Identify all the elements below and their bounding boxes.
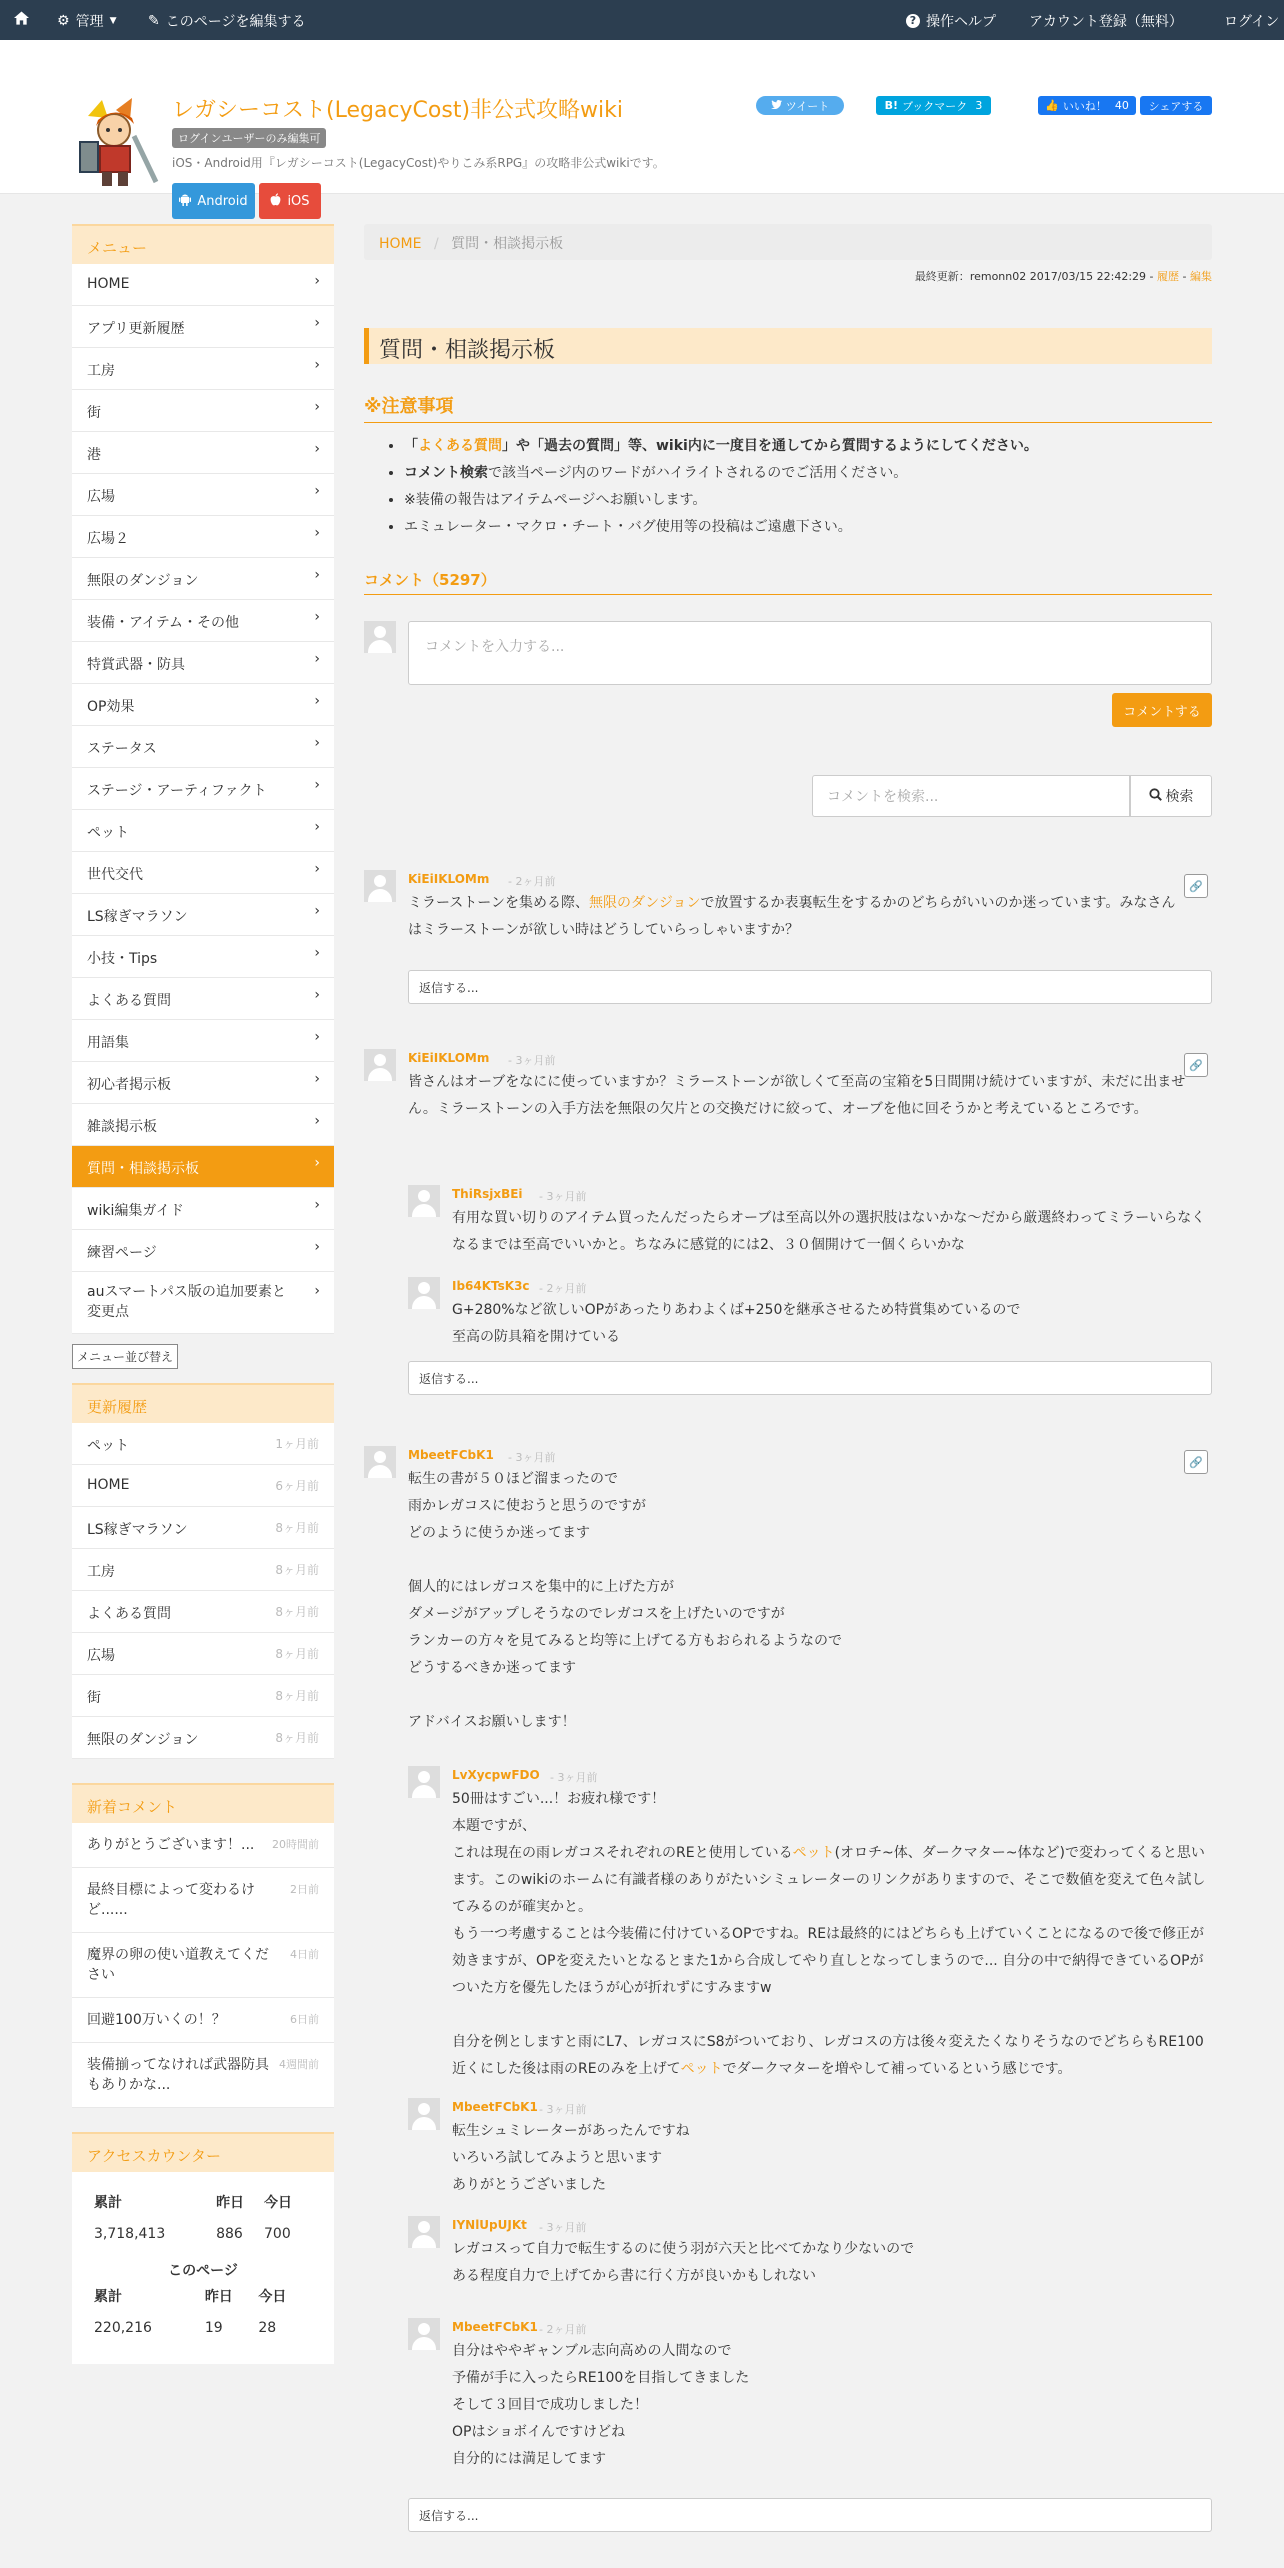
comment-text: ミラーストーンを集める際、無限のダンジョンで放置するか表裏転生をするかのどちらがいいのか迷っています。みなさんはミラーストーンが欲しい時はどうしていらっしゃいますか？ — [408, 895, 1176, 938]
chevron-right-icon: › — [314, 525, 320, 541]
counter-yesterday: 886 — [216, 2226, 243, 2242]
counter-page-title: このページ — [168, 2263, 238, 2279]
permalink-icon[interactable]: 🔗 — [1184, 874, 1208, 898]
update-item[interactable]: 広場 8ヶ月前 — [72, 1633, 334, 1675]
edit-page-link[interactable]: ✎ このページを編集する — [148, 13, 306, 30]
chevron-right-icon: › — [314, 1029, 320, 1045]
android-icon — [179, 193, 191, 210]
sidebar-item[interactable]: 初心者掲示板 › — [72, 1062, 334, 1104]
permalink-icon[interactable]: 🔗 — [1184, 1450, 1208, 1474]
sidebar-item[interactable]: 小技・Tips › — [72, 936, 334, 978]
android-button[interactable]: Android — [172, 183, 255, 219]
edit-permission-badge: ログインユーザーのみ編集可 — [172, 128, 326, 148]
chevron-right-icon: › — [314, 567, 320, 583]
update-item[interactable]: 工房 8ヶ月前 — [72, 1549, 334, 1591]
chevron-right-icon: › — [314, 735, 320, 751]
tweet-button[interactable]: ツイート — [756, 96, 844, 115]
chevron-right-icon: › — [314, 819, 320, 835]
reply-text: 50冊はすごい...！お疲れ様です！ 本題ですが、 これは現在の雨レガコスそれぞれのREと使用しているペット(オロチ~体、ダークマター~体など)で変わってくると思います。このwikiのホームに有識者様のありがたいシミュレーターのリンクがありますので、そこで数値を変えて色々試してみるのが確実かと。 もう一つ考慮することは今装備に付けているOPですね。REは最終的にはどちらも上げていくことになるので後で修正が効きますが、OPを変えたいとなるとまた1から合成してやり直しとなってしまうので... 自分の中で納得できているOPがついた方を優先したほうが心が折れずにすみますw 自分を例としますと雨にL7、レガコスにS8がついており、レガコスの方は後々変えたくなりそうなのでどちらもRE100近くにした後は雨のREのみを上げてペットでダークマターを増やして補っているという感じです。 — [452, 1791, 1206, 2077]
reply-time: - 3ヶ月前 — [539, 2221, 587, 2234]
comment-form — [364, 621, 1212, 805]
register-link[interactable]: アカウント登録（無料） — [1029, 14, 1183, 30]
inline-link[interactable]: ペット — [680, 2061, 723, 2077]
counter-total-label: 累計 — [94, 2195, 122, 2211]
chevron-right-icon: › — [314, 945, 320, 961]
question-circle-icon: ? — [906, 14, 920, 28]
sidebar-item[interactable]: アプリ更新履歴 › — [72, 306, 334, 348]
chevron-right-icon: › — [314, 1283, 320, 1299]
sidebar — [72, 224, 334, 2364]
update-item[interactable]: ペット 1ヶ月前 — [72, 1423, 334, 1465]
chevron-right-icon: › — [314, 903, 320, 919]
counter-today: 700 — [264, 2226, 291, 2242]
sidebar-item[interactable]: 工房 › — [72, 348, 334, 390]
chevron-right-icon: › — [314, 693, 320, 709]
reply-input[interactable]: 返信する... — [408, 2498, 1212, 2532]
sidebar-item[interactable]: 無限のダンジョン › — [72, 558, 334, 600]
sidebar-item[interactable]: ステータス › — [72, 726, 334, 768]
note-item: • 「よくある質問」や「過去の質問」等、wiki内に一度目を通してから質問するようにしてください。 — [404, 433, 1212, 460]
reply-text: レガコスって自力で転生するのに使う羽が六天と比べてかなり少ないので ある程度自力で上げてから書に行く方が良いかもしれない — [452, 2241, 915, 2284]
sidebar-item[interactable]: auスマートパス版の追加要素と変更点 › — [72, 1272, 334, 1334]
caret-down-icon: ▼ — [109, 16, 117, 26]
facebook-like-button[interactable]: 👍 いいね！ 40 — [1038, 96, 1136, 115]
page-counter-today-label: 今日 — [258, 2289, 287, 2305]
updates-panel-title: 更新履歴 — [72, 1383, 334, 1423]
sidebar-item[interactable]: 街 › — [72, 390, 334, 432]
reply-username[interactable]: MbeetFCbK1 — [452, 2100, 538, 2114]
update-item[interactable]: 街 8ヶ月前 — [72, 1675, 334, 1717]
new-comment-time: 4週間前 — [279, 2058, 319, 2071]
update-item[interactable]: LS稼ぎマラソン 8ヶ月前 — [72, 1507, 334, 1549]
page-title: 質問・相談掲示板 — [364, 328, 1212, 364]
new-comment-item[interactable]: 魔界の卵の使い道教えてください 4日前 — [72, 1933, 334, 1998]
comment-time: - 3ヶ月前 — [508, 1451, 556, 1464]
reply-text: G+280%など欲しいOPがあったりあわよくば+250を継承させるため特賞集めているので 至高の防具箱を開けている — [452, 1302, 1021, 1345]
faq-link[interactable]: よくある質問 — [418, 438, 502, 454]
page-counter-yesterday: 19 — [204, 2320, 223, 2336]
permalink-icon[interactable]: 🔗 — [1184, 1053, 1208, 1077]
help-link[interactable]: ? 操作ヘルプ — [906, 11, 996, 31]
update-time: 8ヶ月前 — [275, 1647, 319, 1661]
chevron-right-icon: › — [314, 1071, 320, 1087]
new-comment-item[interactable]: ありがとうございます！... 20時間前 — [72, 1823, 334, 1868]
chevron-right-icon: › — [314, 609, 320, 625]
comment-username[interactable]: KiEiIKLOMm — [408, 1051, 490, 1065]
update-time: 8ヶ月前 — [275, 1689, 319, 1703]
note-item: • コメント検索で該当ページ内のワードがハイライトされるのでご活用ください。 — [404, 460, 1212, 487]
manage-menu[interactable]: ⚙ 管理 ▼ — [57, 13, 117, 30]
avatar — [364, 1446, 396, 1478]
inline-link[interactable]: 無限のダンジョン — [589, 895, 701, 911]
chevron-right-icon: › — [314, 483, 320, 499]
login-link[interactable]: ログイン — [1224, 14, 1280, 30]
sidebar-item[interactable]: HOME › — [72, 264, 334, 306]
page-counter-total-label: 累計 — [94, 2289, 122, 2305]
reply-username[interactable]: ThiRsjxBEi — [452, 1187, 523, 1201]
comment-submit-button[interactable]: コメントする — [1112, 693, 1212, 727]
access-counter — [72, 2172, 334, 2364]
new-comment-item[interactable]: 装備揃ってなければ武器防具もありかな... 4週間前 — [72, 2043, 334, 2108]
menu-panel-title: メニュー — [72, 224, 334, 264]
chevron-right-icon: › — [314, 273, 320, 289]
comment-search-input[interactable]: コメントを検索... — [812, 775, 1130, 817]
menu-sort-button[interactable]: メニュー並び替え — [72, 1344, 178, 1369]
sidebar-item[interactable]: 広場２ › — [72, 516, 334, 558]
sidebar-item[interactable]: 特賞武器・防具 › — [72, 642, 334, 684]
avatar — [364, 1049, 396, 1081]
site-description: iOS・Android用『レガシーコスト(LegacyCost)やりこみ系RPG』の攻略非公式wikiです。 — [172, 156, 665, 170]
ios-button[interactable]: iOS — [259, 183, 321, 219]
reply-text: 有用な買い切りのアイテム買ったんだったらオーブは至高以外の選択肢はないかな～だから厳選終わってミラーいらなくなるまでは至高でいいかと。ちなみに感覚的には2、３０個開けて一個くらいかな — [452, 1210, 1206, 1253]
chevron-right-icon: › — [314, 777, 320, 793]
chevron-right-icon: › — [314, 441, 320, 457]
comment-username[interactable]: MbeetFCbK1 — [408, 1448, 494, 1462]
twitter-icon — [771, 99, 782, 112]
comment-time: - 2ヶ月前 — [508, 875, 556, 888]
site-logo[interactable] — [72, 96, 160, 188]
note-item: • エミュレーター・マクロ・チート・バグ使用等の投稿はご遠慮下さい。 — [404, 514, 1212, 541]
page-counter-total: 220,216 — [94, 2320, 152, 2336]
history-link[interactable]: 履歴 — [1157, 270, 1180, 283]
avatar — [408, 2216, 440, 2248]
new-comment-time: 20時間前 — [272, 1838, 319, 1851]
comment-time: - 3ヶ月前 — [508, 1054, 556, 1067]
avatar — [408, 2098, 440, 2130]
sidebar-item[interactable]: 練習ページ › — [72, 1230, 334, 1272]
breadcrumb-current: 質問・相談掲示板 — [451, 236, 564, 252]
notes-heading: ※注意事項 — [364, 392, 1212, 423]
update-time: 8ヶ月前 — [275, 1605, 319, 1619]
home-icon[interactable] — [14, 11, 29, 25]
sidebar-menu — [72, 264, 334, 1334]
comment-input[interactable]: コメントを入力する... — [408, 621, 1212, 685]
counter-today-label: 今日 — [264, 2195, 293, 2211]
update-time: 1ヶ月前 — [275, 1437, 319, 1451]
comment-text: 転生の書が５０ほど溜まったので 雨かレガコスに使おうと思うのですが どのように使うか迷ってます 個人的にはレガコスを集中的に上げた方が ダメージがアップしそうなのでレガコスを上げたいのですが ランカーの方々を見てみると均等に上げてる方もおられるようなので どうするべきか迷ってます アドバイスお願いします！ — [408, 1471, 842, 1730]
reply-time: - 3ヶ月前 — [539, 1190, 587, 1203]
sidebar-item[interactable]: 質問・相談掲示板 › — [72, 1146, 334, 1188]
reply-time: - 2ヶ月前 — [539, 1282, 587, 1295]
comment-text: 皆さんはオーブをなにに使っていますか？ミラーストーンが欲しくて至高の宝箱を5日間開け続けていますが、未だに出ません。ミラーストーンの入手方法を無限の欠片との交換だけに絞って、オーブを他に回そうかと考えているところです。 — [408, 1074, 1186, 1117]
chevron-right-icon: › — [314, 1155, 320, 1171]
counter-yesterday-label: 昨日 — [216, 2195, 245, 2211]
edit-icon: ✎ — [148, 13, 160, 29]
avatar — [408, 1766, 440, 1798]
counter-total: 3,718,413 — [94, 2226, 166, 2242]
chevron-right-icon: › — [314, 861, 320, 877]
update-item[interactable]: 無限のダンジョン 8ヶ月前 — [72, 1717, 334, 1759]
reply-username[interactable]: MbeetFCbK1 — [452, 2320, 538, 2334]
sidebar-item[interactable]: LS稼ぎマラソン › — [72, 894, 334, 936]
facebook-share-button[interactable]: シェアする — [1140, 96, 1212, 115]
site-title[interactable]: レガシーコスト(LegacyCost)非公式攻略wiki — [172, 98, 624, 123]
search-icon — [1149, 788, 1162, 805]
chevron-right-icon: › — [314, 357, 320, 373]
update-time: 8ヶ月前 — [275, 1563, 319, 1577]
updates-list — [72, 1423, 334, 1759]
reply-username[interactable]: LvXycpwFDO — [452, 1768, 540, 1782]
reply-text: 転生シュミレーターがあったんですね いろいろ試してみようと思います ありがとうございました — [452, 2123, 690, 2193]
chevron-right-icon: › — [314, 315, 320, 331]
reply-username[interactable]: IYNlUpUJKt — [452, 2218, 527, 2232]
hatena-bookmark-button[interactable]: B! ブックマーク 3 — [876, 96, 991, 115]
last-update-info: 最終更新：remonn02 2017/03/15 22:42:29 - 履歴 - 編集 — [914, 270, 1212, 283]
update-item[interactable]: よくある質問 8ヶ月前 — [72, 1591, 334, 1633]
reply-time: - 2ヶ月前 — [539, 2323, 587, 2336]
new-comment-item[interactable]: 回避100万いくの！？ 6日前 — [72, 1998, 334, 2043]
sidebar-item[interactable]: ペット › — [72, 810, 334, 852]
new-comment-time: 4日前 — [290, 1948, 319, 1961]
comment-thread — [364, 1446, 1212, 2546]
chevron-right-icon: › — [314, 651, 320, 667]
avatar — [364, 870, 396, 902]
breadcrumb-separator: / — [433, 236, 439, 252]
sidebar-item[interactable]: 用語集 › — [72, 1020, 334, 1062]
new-comment-item[interactable]: 最終目標によって変わるけど...... 2日前 — [72, 1868, 334, 1933]
reply-username[interactable]: Ib64KTsK3c — [452, 1279, 530, 1293]
reply-time: - 3ヶ月前 — [539, 2103, 587, 2116]
comment-thread — [364, 870, 1212, 1060]
access-counter-title: アクセスカウンター — [72, 2132, 334, 2172]
site-header — [0, 40, 1284, 209]
chevron-right-icon: › — [314, 987, 320, 1003]
update-item[interactable]: HOME 6ヶ月前 — [72, 1465, 334, 1507]
reply-input[interactable]: 返信する... — [408, 1361, 1212, 1395]
inline-link[interactable]: ペット — [792, 1845, 835, 1861]
new-comment-time: 6日前 — [290, 2013, 319, 2026]
thumbs-up-icon: 👍 — [1045, 99, 1059, 112]
sidebar-item[interactable]: 港 › — [72, 432, 334, 474]
new-comments-panel-title: 新着コメント — [72, 1783, 334, 1823]
new-comment-time: 2日前 — [290, 1883, 319, 1896]
note-item: • ※装備の報告はアイテムページへお願いします。 — [404, 487, 1212, 514]
comment-search-button[interactable]: 検索 — [1130, 775, 1212, 817]
reply-text: 自分はややギャンブル志向高めの人間なので 予備が手に入ったらRE100を目指してきました そして３回目で成功しました！ OPはショボイんですけどね 自分的には満足してます — [452, 2343, 750, 2467]
apple-icon — [270, 193, 281, 210]
breadcrumb-home[interactable]: HOME — [379, 236, 422, 252]
update-time: 8ヶ月前 — [275, 1521, 319, 1535]
page-counter-yesterday-label: 昨日 — [204, 2289, 233, 2305]
gear-icon: ⚙ — [57, 13, 70, 29]
chevron-right-icon: › — [314, 1197, 320, 1213]
sidebar-item[interactable]: wiki編集ガイド › — [72, 1188, 334, 1230]
chevron-right-icon: › — [314, 399, 320, 415]
update-time: 8ヶ月前 — [275, 1731, 319, 1745]
chevron-right-icon: › — [314, 1239, 320, 1255]
page-counter-today: 28 — [258, 2320, 277, 2336]
comments-heading: コメント（5297） — [364, 569, 1212, 595]
avatar — [408, 1185, 440, 1217]
sidebar-item[interactable]: 装備・アイテム・その他 › — [72, 600, 334, 642]
main-content — [364, 224, 1212, 2523]
reply-time: - 3ヶ月前 — [550, 1771, 598, 1784]
update-time: 6ヶ月前 — [275, 1479, 319, 1493]
notes-list — [364, 433, 1212, 541]
comment-username[interactable]: KiEiIKLOMm — [408, 872, 490, 886]
breadcrumb — [364, 224, 1212, 260]
edit-link[interactable]: 編集 — [1190, 270, 1212, 283]
avatar — [364, 621, 396, 653]
chevron-right-icon: › — [314, 1113, 320, 1129]
sidebar-item[interactable]: よくある質問 › — [72, 978, 334, 1020]
sidebar-item[interactable]: 雑談掲示板 › — [72, 1104, 334, 1146]
avatar — [408, 2318, 440, 2350]
sidebar-item[interactable]: 世代交代 › — [72, 852, 334, 894]
new-comments-list — [72, 1823, 334, 2108]
top-navbar — [0, 0, 1284, 40]
sidebar-item[interactable]: ステージ・アーティファクト › — [72, 768, 334, 810]
comment-thread — [364, 1049, 1212, 1419]
hatena-icon: B! — [884, 99, 899, 112]
sidebar-item[interactable]: OP効果 › — [72, 684, 334, 726]
sidebar-item[interactable]: 広場 › — [72, 474, 334, 516]
reply-input[interactable]: 返信する... — [408, 970, 1212, 1004]
avatar — [408, 1277, 440, 1309]
